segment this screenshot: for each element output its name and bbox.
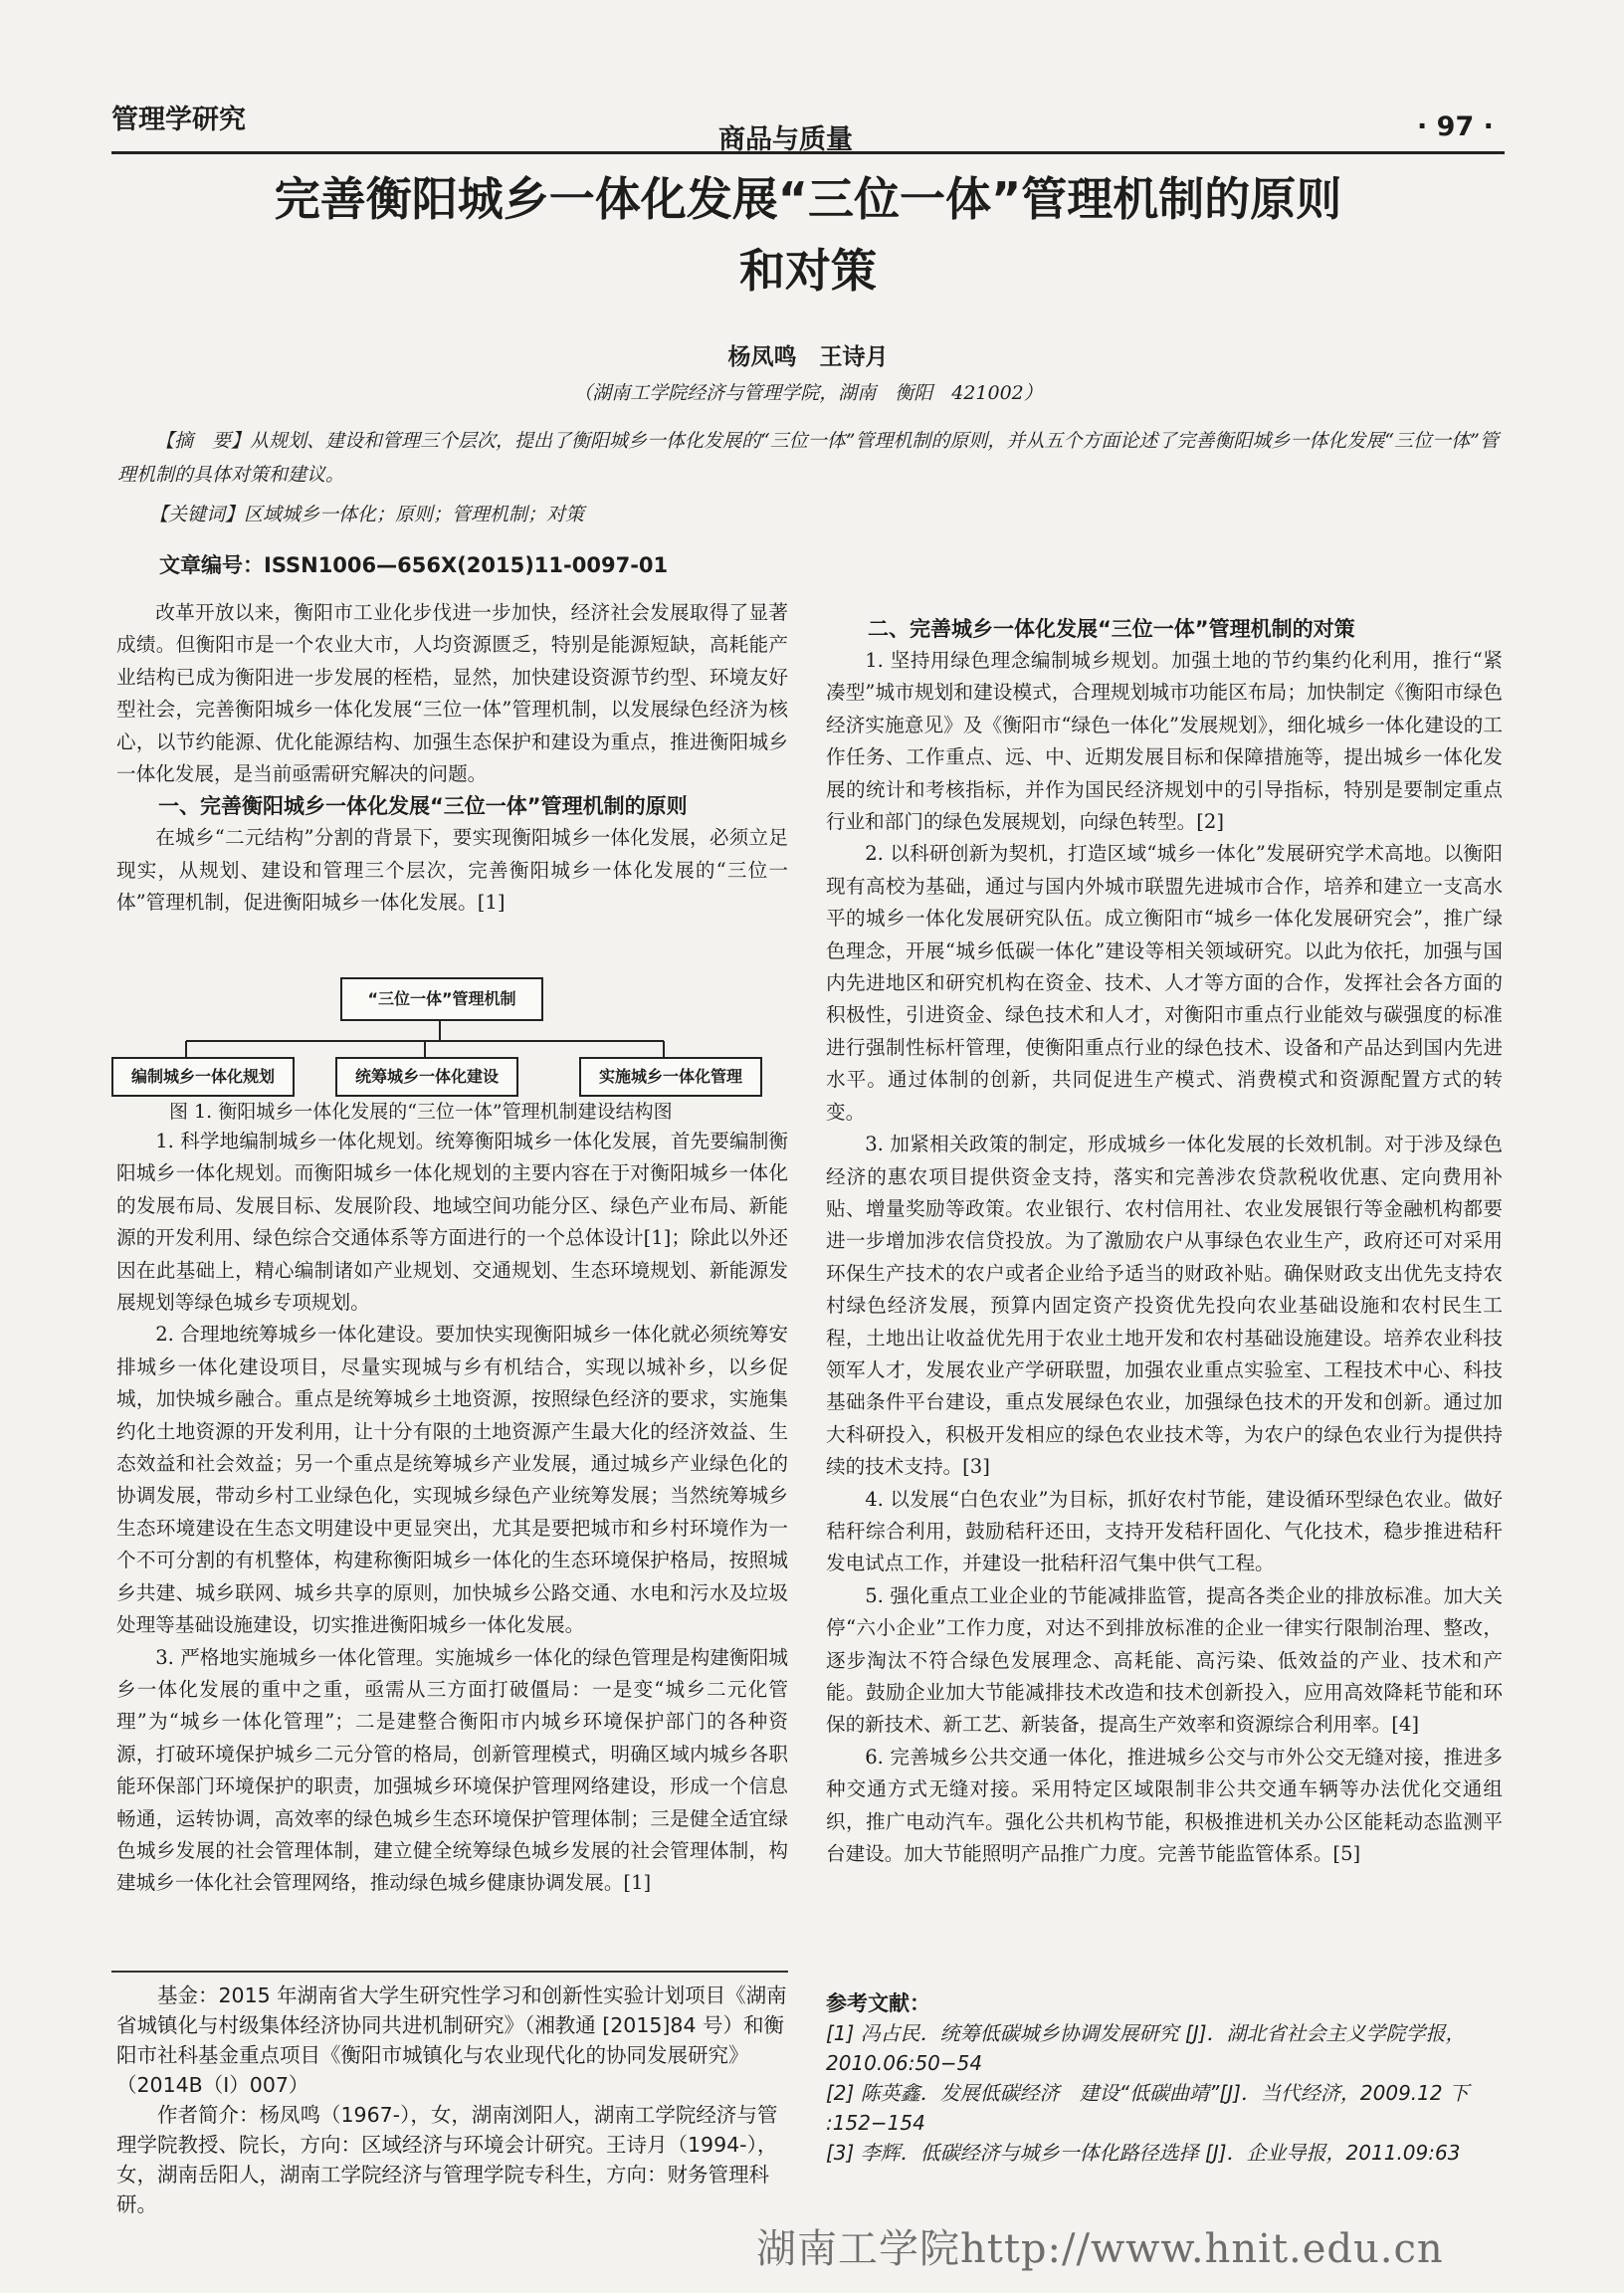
title-line-1: 完善衡阳城乡一体化发展“三位一体”管理机制的原则 — [274, 172, 1342, 226]
principle-1: 1. 科学地编制城乡一体化规划。统筹衡阳城乡一体化发展，首先要编制衡阳城乡一体化规划。而衡阳城乡一体化规划的主要内容在于对衡阳城乡一体化的发展布局、发展目标、发展阶段、地域空间功能分区、绿色产业布局、新能源的开发利用、绿色综合交通体系等方面进行的一个总体设计[1]；除此以外还因在此基础上，精心编制诸如产业规划、交通规划、生态环境规划、新能源发展规划等绿色城乡专项规划。 — [116, 1130, 788, 1315]
article-number: 文章编号：ISSN1006—656X(2015)11-0097-01 — [159, 553, 669, 577]
journal-name: 管理学研究 — [111, 104, 246, 135]
title-line-2: 和对策 — [739, 244, 877, 298]
keywords: 【关键词】区域城乡一体化；原则；管理机制；对策 — [149, 504, 585, 525]
article-title — [111, 163, 1505, 307]
measure-5: 5. 强化重点工业企业的节能减排监管，提高各类企业的排放标准。加大关停“六小企业”工作力度，对达不到排放标准的企业一律实行限制治理、整改，逐步淘汰不符合绿色发展理念、高耗能、高污染、低效益的产业、技术和产能。鼓励企业加大节能减排技术改造和技术创新投入，应用高效降耗节能和环保的新技术、新工艺、新装备，提高生产效率和资源综合利用率。[4] — [826, 1583, 1503, 1737]
figure-top-box: “三位一体”管理机制 — [340, 977, 543, 1021]
left-column-bottom — [116, 1126, 788, 1900]
figure-caption: 图 1. 衡阳城乡一体化发展的“三位一体”管理机制建设结构图 — [169, 1101, 673, 1123]
section-heading-1: 一、完善衡阳城乡一体化发展“三位一体”管理机制的原则 — [158, 794, 688, 819]
reference-1: [1] 冯占民．统筹低碳城乡协调发展研究 [J]．湖北省社会主义学院学报，2010.06:50−54 — [826, 2021, 1466, 2075]
authors: 杨凤鸣 王诗月 — [727, 343, 889, 370]
background-paragraph: 在城乡“二元结构”分割的背景下，要实现衡阳城乡一体化发展，必须立足现实，从规划、建设和管理三个层次，完善衡阳城乡一体化发展的“三位一体”管理机制，促进衡阳城乡一体化发展。[1] — [116, 826, 788, 915]
section-name: 商品与质量 — [718, 124, 853, 155]
principle-2: 2. 合理地统筹城乡一体化建设。要加快实现衡阳城乡一体化就必须统筹安排城乡一体化建设项目，尽量实现城与乡有机结合，实现以城补乡，以乡促城，加快城乡融合。重点是统筹城乡土地资源，按照绿色经济的要求，实施集约化土地资源的开发利用，让十分有限的土地资源产生最大化的经济效益、生态效益和社会效益；另一个重点是统筹城乡产业发展，通过城乡产业绿色化的协调发展，带动乡村工业绿色化，实现城乡绿色产业统筹发展；当然统筹城乡生态环境建设在生态文明建设中更显突出，尤其是要把城市和乡村环境作为一个不可分割的有机整体，构建称衡阳城乡一体化的生态环境保护格局，按照城乡共建、城乡联网、城乡共享的原则，加快城乡公路交通、水电和污水及垃圾处理等基础设施建设，切实推进衡阳城乡一体化发展。 — [116, 1323, 788, 1637]
reference-2: [2] 陈英鑫．发展低碳经济 建设“低碳曲靖”[J]．当代经济，2009.12 下 :152−154 — [826, 2081, 1469, 2135]
footnote-rule — [111, 1971, 788, 1973]
right-column — [826, 613, 1503, 1870]
measure-3: 3. 加紧相关政策的制定，形成城乡一体化发展的长效机制。对于涉及绿色经济的惠农项目提供资金支持，落实和完善涉农贷款税收优惠、定向费用补贴、增量奖励等政策。农业银行、农村信用社、农业发展银行等金融机构都要进一步增加涉农信贷投放。为了激励农户从事绿色农业生产，政府还可对采用环保生产技术的农户或者企业给予适当的财政补贴。确保财政支出优先支持农村绿色经济发展，预算内固定资产投资优先投向农业基础设施和农村民生工程，土地出让收益优先用于农业土地开发和农村基础设施建设。培养农业科技领军人才，发展农业产学研联盟，加强农业重点实验室、工程技术中心、科技基础条件平台建设，重点发展绿色农业，加强绿色技术的开发和创新。通过加大科研投入，积极开发相应的绿色农业技术等，为农户的绿色农业行为提供持续的技术支持。[3] — [826, 1133, 1503, 1479]
measure-2: 2. 以科研创新为契机，打造区域“城乡一体化”发展研究学术高地。以衡阳现有高校为基础，通过与国内外城市联盟先进城市合作，培养和建立一支高水平的城乡一体化发展研究队伍。成立衡阳市“城乡一体化发展研究会”，推广绿色理念，开展“城乡低碳一体化”建设等相关领域研究。以此为依托，加强与国内先进地区和研究机构在资金、技术、人才等方面的合作，发挥社会各方面的积极性，引进资金、绿色技术和人才，对衡阳市重点行业能效与碳强度的标准进行强制性标杆管理，使衡阳重点行业的绿色技术、设备和产品达到国内先进水平。通过体制的创新，共同促进生产模式、消费模式和资源配置方式的转变。 — [826, 842, 1503, 1124]
watermark: 湖南工学院http://www.hnit.edu.cn — [756, 2226, 1444, 2272]
figure-box-planning: 编制城乡一体化规划 — [111, 1057, 295, 1097]
abstract — [117, 424, 1503, 492]
measure-4: 4. 以发展“白色农业”为目标，抓好农村节能，建设循环型绿色农业。做好秸秆综合利用，鼓励秸秆还田，支持开发秸秆固化、气化技术，稳步推进秸秆发电试点工作，并建设一批秸秆沼气集中供气工程。 — [826, 1487, 1503, 1575]
affiliation: （湖南工学院经济与管理学院，湖南 衡阳 421002） — [573, 382, 1043, 404]
figure-box-management: 实施城乡一体化管理 — [579, 1057, 762, 1097]
figure-box-construction: 统筹城乡一体化建设 — [335, 1057, 518, 1097]
intro-paragraph: 改革开放以来，衡阳市工业化步伐进一步加快，经济社会发展取得了显著成绩。但衡阳市是一个农业大市，人均资源匮乏，特别是能源短缺，高耗能产业结构已成为衡阳进一步发展的桎梏，显然，加快建设资源节约型、环境友好型社会，完善衡阳城乡一体化发展“三位一体”管理机制，以发展绿色经济为核心，以节约能源、优化能源结构、加强生态保护和建设为重点，推进衡阳城乡一体化发展，是当前亟需研究解决的问题。 — [116, 601, 788, 786]
header-rule — [111, 151, 1505, 154]
reference-3: [3] 李辉．低碳经济与城乡一体化路径选择 [J]．企业导报，2011.09:63 — [826, 2141, 1461, 2165]
page-number: · 97 · — [1417, 111, 1494, 142]
references — [826, 1988, 1503, 2168]
references-title: 参考文献： — [826, 1991, 930, 2015]
measure-6: 6. 完善城乡公共交通一体化，推进城乡公交与市外公交无缝对接，推进多种交通方式无缝对接。采用特定区域限制非公共交通车辆等办法优化交通组织，推广电动汽车。强化公共机构节能，积极推进机关办公区能耗动态监测平台建设。加大节能照明产品推广力度。完善节能监管体系。[5] — [826, 1745, 1503, 1866]
principle-3: 3. 严格地实施城乡一体化管理。实施城乡一体化的绿色管理是构建衡阳城乡一体化发展的重中之重，亟需从三方面打破僵局：一是变“城乡二元化管理”为“城乡一体化管理”；二是建整合衡阳市内城乡环境保护部门的各种资源，打破环境保护城乡二元分管的格局，创新管理模式，明确区域内城乡各职能环保部门环境保护的职责，加强城乡环境保护管理网络建设，形成一个信息畅通，运转协调，高效率的绿色城乡生态环境保护管理体制；三是健全适宜绿色城乡发展的社会管理体制，建立健全统筹绿色城乡发展的社会管理体制，构建城乡一体化社会管理网络，推动绿色城乡健康协调发展。[1] — [116, 1645, 788, 1895]
funding-text: 基金：2015 年湖南省大学生研究性学习和创新性实验计划项目《湖南省城镇化与村级集体经济协同共进机制研究》（湘教通 [2015]84 号）和衡阳市社科基金重点项目《衡阳市城镇化与农业现代化的协同发展研究》（2014B（Ⅰ）007） — [116, 1983, 787, 2097]
author-bio: 作者简介：杨凤鸣（1967-），女，湖南浏阳人，湖南工学院经济与管理学院教授、院长，方向：区域经济与环境会计研究。王诗月（1994-），女，湖南岳阳人，湖南工学院经济与管理学院专科生，方向：财务管理科研。 — [116, 2103, 778, 2216]
section-heading-2: 二、完善城乡一体化发展“三位一体”管理机制的对策 — [868, 617, 1355, 641]
measure-1: 1. 坚持用绿色理念编制城乡规划。加强土地的节约集约化利用，推行“紧凑型”城市规划和建设模式，合理规划城市功能区布局；加快制定《衡阳市绿色经济实施意见》及《衡阳市“绿色一体化”发展规划》，细化城乡一体化建设的工作任务、工作重点、远、中、近期发展目标和保障措施等，提出城乡一体化发展的统计和考核指标，并作为国民经济规划中的引导指标，特别是要制定重点行业和部门的绿色发展规划，向绿色转型。[2] — [826, 649, 1503, 834]
funding-footnote — [116, 1980, 788, 2219]
left-column-top — [116, 597, 788, 920]
abstract-text: 【摘 要】从规划、建设和管理三个层次，提出了衡阳城乡一体化发展的“三位一体”管理机制的原则，并从五个方面论述了完善衡阳城乡一体化发展“三位一体”管理机制的具体对策和建议。 — [117, 430, 1499, 486]
